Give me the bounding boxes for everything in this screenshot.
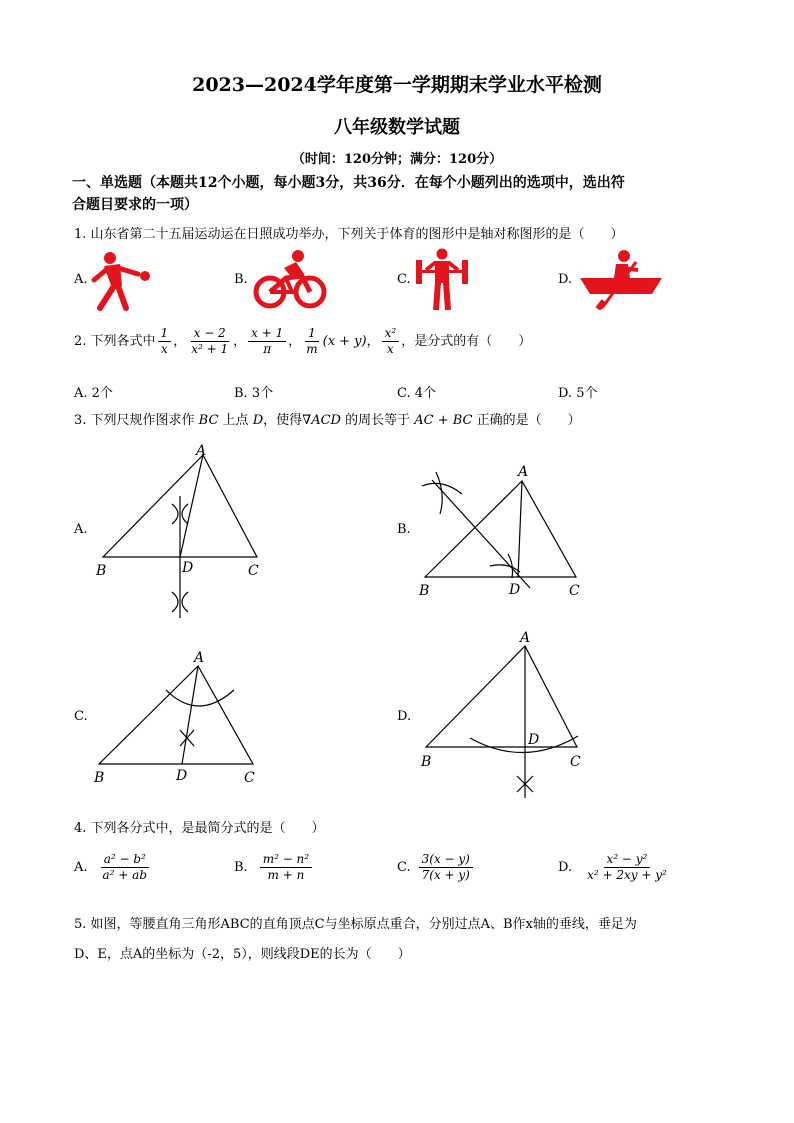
fig-d-label-c: C [570, 754, 581, 770]
q4-option-c-num: 3(x − y) [419, 852, 473, 868]
fig-a-label-a: A [196, 443, 207, 459]
q2-sep-4: ， [366, 333, 380, 349]
q2-expr-5 [382, 326, 400, 357]
q4-option-b-den: m + n [267, 868, 305, 882]
q3-sum: AC + BC [414, 413, 473, 428]
q2-expr-3-num: x + 1 [248, 326, 286, 342]
question-4-text: 4. 下列各分式中，是最简分式的是（ ） [74, 821, 325, 836]
fig-d-label-d: D [528, 732, 540, 748]
cyclist-icon [250, 248, 328, 310]
q2-expr-4-num: 1 [305, 326, 319, 342]
q3-text-post: 正确的是（ ） [472, 413, 581, 428]
q2-expr-2 [188, 326, 231, 357]
q1-option-b-label: B. [234, 272, 248, 287]
q1-option-d-label: D. [558, 272, 573, 287]
q4-option-a [74, 852, 152, 883]
q2-expr-2-num: x − 2 [191, 326, 229, 342]
volleyball-player-icon [88, 250, 152, 312]
q2-expr-2-den: x² + 1 [191, 342, 229, 356]
q2-prefix: 2. 下列各式中 [74, 333, 156, 349]
q2-expr-1-den: x [160, 342, 168, 356]
fig-c-label-b: B [94, 770, 105, 786]
q4-option-d-den: x² + 2xy + y² [587, 868, 667, 882]
section-heading-line2: 合题目要求的一项） [72, 197, 198, 213]
fig-c-label-a: A [194, 650, 205, 666]
q3-figure-b [412, 458, 592, 600]
q3-text-mid1: 上点 [218, 413, 253, 428]
q4-option-b [234, 852, 314, 883]
fig-b-label-c: C [569, 583, 580, 599]
q3-triangle: ∇ACD [302, 413, 341, 428]
section-heading-line1: 一、单选题（本题共12个小题，每小题3分，共36分．在每个小题列出的选项中，选出符 [72, 175, 625, 191]
q2-expr-5-num: x² [382, 326, 400, 342]
q3-text-mid3: 的周长等于 [340, 413, 415, 428]
fig-a-label-c: C [248, 563, 259, 579]
q2-expr-3-den: π [263, 342, 272, 356]
fig-c-label-d: D [176, 768, 188, 784]
question-5-text [74, 910, 734, 970]
q3-option-b-label: B. [397, 522, 411, 537]
q2-suffix: ，是分式的有（ ） [401, 333, 532, 349]
fig-d-label-a: A [520, 630, 531, 646]
q3-figure-d [414, 626, 594, 802]
q3-option-d-label: D. [397, 709, 412, 724]
exam-info: （时间：120分钟；满分：120分） [291, 152, 503, 167]
q2-expr-4-den: m [306, 342, 318, 356]
q2-expr-1 [158, 326, 172, 357]
fig-b-label-b: B [419, 583, 430, 599]
q2-sep-3: ， [288, 333, 302, 349]
fig-a-label-b: B [96, 563, 107, 579]
page-subtitle: 八年级数学试题 [334, 117, 460, 138]
q4-option-d-label: D. [558, 860, 573, 875]
q4-option-b-label: B. [234, 860, 248, 875]
q3-text-mid2: ，使得 [263, 413, 303, 428]
q2-option-b: B. 3个 [234, 386, 274, 401]
q2-option-c: C. 4个 [397, 386, 437, 401]
fig-b-label-a: A [518, 464, 529, 480]
q4-option-d-num: x² − y² [604, 852, 651, 868]
q2-expr-3 [248, 326, 286, 357]
q2-option-d: D. 5个 [558, 386, 598, 401]
q2-expr-1-num: 1 [158, 326, 172, 342]
q3-figure-c [88, 646, 268, 788]
q5-line-2: D、E，点A的坐标为（-2，5），则线段DE的长为（ ） [74, 947, 411, 962]
question-3-text [74, 410, 734, 432]
q3-option-a-label: A. [74, 522, 88, 537]
question-1-text: 1. 山东省第二十五届运动运在日照成功举办，下列关于体育的图形中是轴对称图形的是（ ） [74, 227, 624, 242]
q2-expr-5-den: x [387, 342, 394, 356]
fig-d-label-b: B [421, 754, 432, 770]
q4-option-a-num: a² − b² [101, 852, 149, 868]
q4-option-d [558, 852, 672, 883]
q1-option-a-label: A. [74, 272, 88, 287]
q2-sep-2: ， [233, 333, 247, 349]
q3-option-c-label: C. [74, 709, 88, 724]
q2-expr-4 [303, 326, 320, 357]
q4-option-c [397, 852, 475, 883]
fig-b-label-d: D [509, 582, 521, 598]
question-2-text [74, 326, 734, 357]
q3-segment-bc: BC [198, 413, 219, 428]
q4-option-a-den: a² + ab [102, 868, 148, 882]
q2-expr-4-tail: (x + y) [322, 333, 367, 349]
q4-option-c-den: 7(x + y) [421, 868, 470, 882]
fig-a-label-d: D [182, 560, 194, 576]
q4-option-c-label: C. [397, 860, 411, 875]
q4-option-a-label: A. [74, 860, 88, 875]
q4-option-b-num: m² − n² [260, 852, 312, 868]
q3-point-d: D [252, 413, 264, 428]
section-heading [72, 172, 732, 216]
q3-figure-a [90, 438, 280, 624]
q5-line-1: 5. 如图，等腰直角三角形ABC的直角顶点C与坐标原点重合，分别过点A、B作x轴的垂线，垂足为 [74, 917, 637, 932]
q1-option-c-label: C. [397, 272, 411, 287]
q2-sep-1: ， [173, 333, 187, 349]
q3-text-pre: 3. 下列尺规作图求作 [74, 413, 199, 428]
fig-c-label-c: C [244, 770, 255, 786]
weightlifter-icon [414, 248, 470, 312]
q2-option-a: A. 2个 [74, 386, 113, 401]
rower-icon [578, 248, 664, 310]
page-title: 2023—2024学年度第一学期期末学业水平检测 [192, 74, 602, 96]
